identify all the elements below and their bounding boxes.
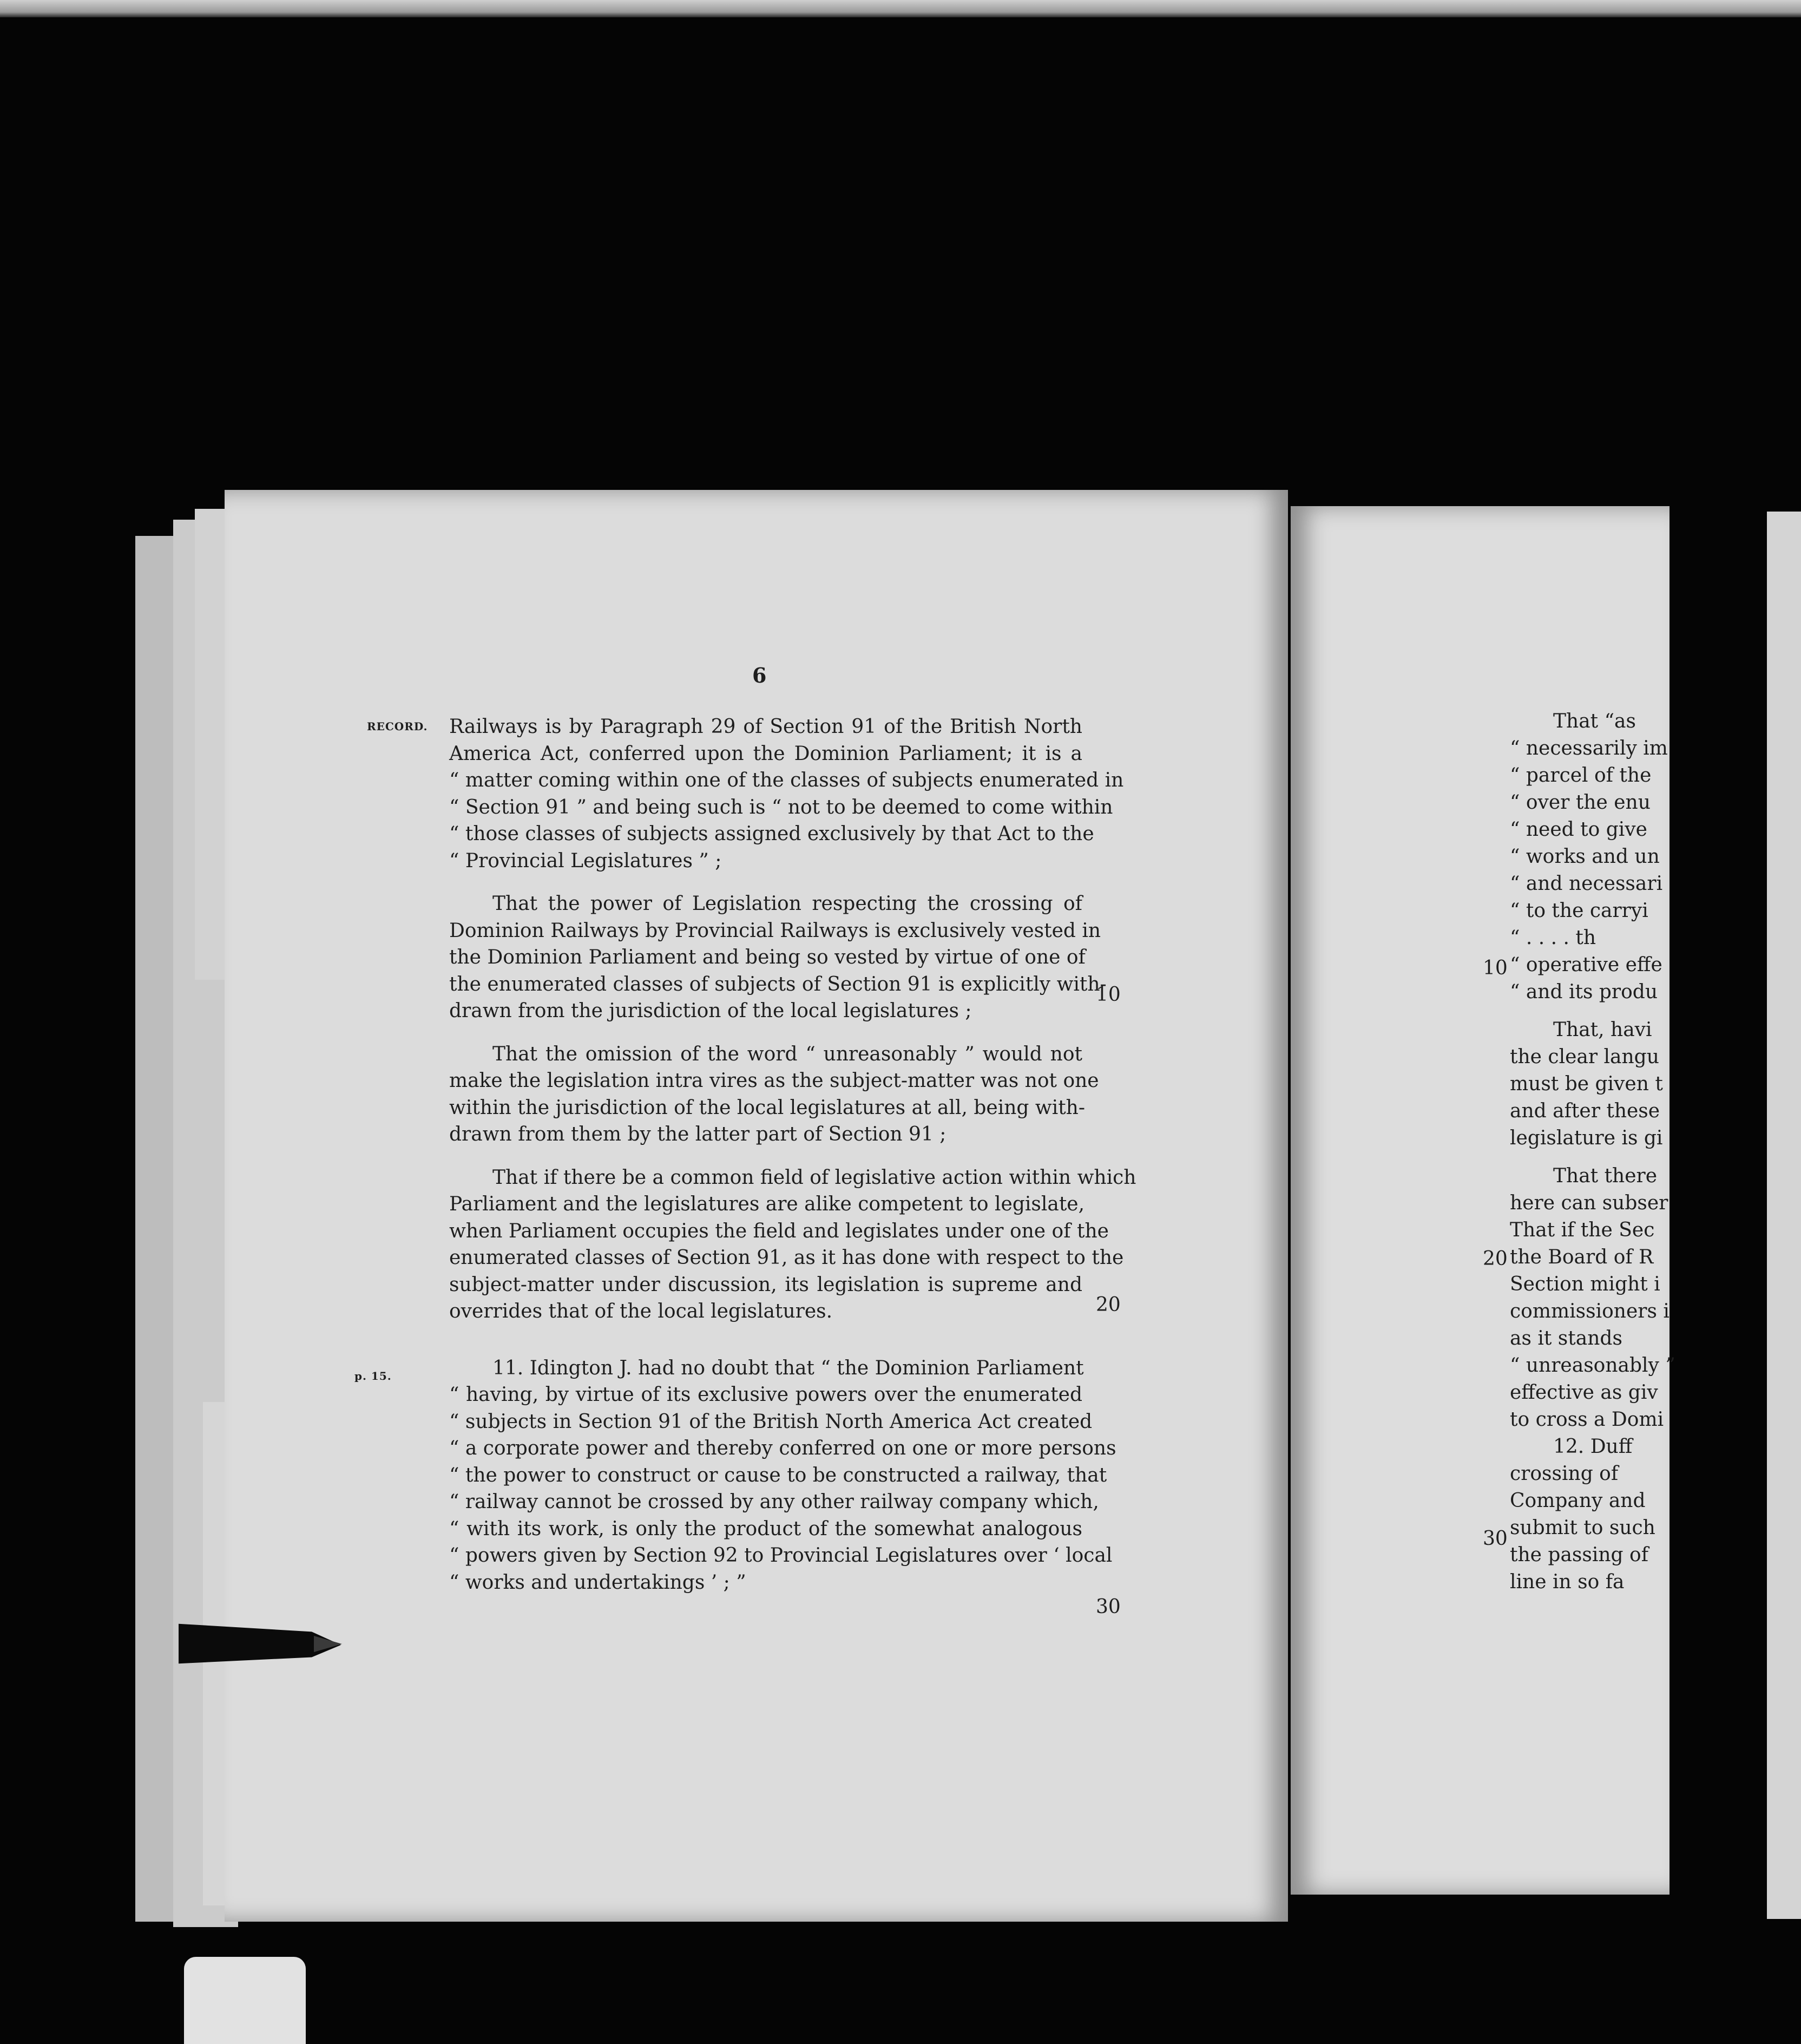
text-line: commissioners i [1510,1300,1669,1322]
text-line: the Board of R [1510,1246,1654,1268]
text-line: “ the power to construct or cause to be constructed a railway, that [449,1464,1107,1486]
text-line: make the legislation intra vires as the subject-matter was not one [449,1070,1099,1092]
paper-tab [184,1957,306,2044]
text-line: America Act, conferred upon the Dominion Parliament; it is a [449,742,1082,765]
text-line: Parliament and the legislatures are alike competent to legislate, [449,1193,1085,1215]
right-page-text-clipped [1510,708,1675,1628]
right-line-number-30: 30 [1483,1528,1508,1550]
text-line: “ over the enu [1510,791,1651,814]
text-line: “ works and un [1510,846,1660,868]
text-line: That if there be a common field of legislative action within which [492,1166,1136,1189]
text-line: effective as giv [1510,1381,1658,1404]
text-line: “ a corporate power and thereby conferred on one or more persons [449,1437,1116,1459]
line-number-10: 10 [1096,984,1121,1006]
text-line: submit to such [1510,1517,1655,1539]
text-line: “ Section 91 ” and being such is “ not to be deemed to come within [449,796,1113,818]
text-line: “ matter coming within one of the classes of subjects enumerated in [449,769,1124,791]
text-line: to cross a Domi [1510,1408,1664,1431]
text-line: “ having, by virtue of its exclusive powers over the enumerated [449,1384,1082,1406]
text-line: must be given t [1510,1073,1663,1095]
paragraph-gap [1510,1006,1653,1017]
paragraph-11 [449,1355,1116,1596]
line-number-30: 30 [1096,1596,1121,1618]
page-number: 6 [752,663,767,687]
text-line: 11. Idington J. had no doubt that “ the Dominion Parliament [492,1357,1084,1379]
text-line: legislature is gi [1510,1127,1663,1149]
text-line: Section might i [1510,1273,1660,1295]
margin-note-record: RECORD. [367,720,428,733]
text-line: “ operative effe [1510,954,1662,976]
text-line: 12. Duff [1553,1436,1633,1458]
text-line: “ and necessari [1510,873,1663,895]
text-line: the passing of [1510,1544,1649,1566]
text-line: “ subjects in Section 91 of the British North America Act created [449,1410,1093,1433]
text-line: “ need to give [1510,818,1647,841]
text-line: the Dominion Parliament and being so vested by virtue of one of [449,946,1086,968]
text-line: overrides that of the local legislatures. [449,1300,833,1322]
text-line: “ . . . . th [1510,927,1596,949]
text-line: line in so fa [1510,1571,1625,1593]
text-line: within the jurisdiction of the local legislatures at all, being with- [449,1096,1086,1119]
text-line: That if the Sec [1510,1219,1655,1241]
margin-note-page-ref: p. 15. [354,1370,392,1383]
text-line: That “as [1553,710,1636,732]
right-line-number-10: 10 [1483,957,1508,979]
text-line: the enumerated classes of subjects of Section 91 is explicitly with- [449,973,1107,995]
paragraph [449,1041,1099,1148]
far-right-page-edge [1767,512,1801,1919]
text-line: That the omission of the word “ unreasonably ” would not [492,1043,1082,1065]
line-number-20: 20 [1096,1294,1121,1316]
text-line: drawn from them by the latter part of Section 91 ; [449,1123,946,1145]
text-line: “ powers given by Section 92 to Provincial Legislatures over ‘ local [449,1544,1113,1567]
text-line: “ to the carryi [1510,900,1648,922]
paragraph [449,890,1107,1025]
text-line: “ works and undertakings ’ ; ” [449,1571,746,1594]
text-line: subject-matter under discussion, its legislation is supreme and [449,1273,1082,1296]
paragraph [449,713,1124,874]
text-line: drawn from the jurisdiction of the local legislatures ; [449,1000,972,1022]
text-line: enumerated classes of Section 91, as it has done with respect to the [449,1247,1124,1269]
text-line: as it stands [1510,1327,1622,1349]
text-line: That the power of Legislation respecting the crossing of [492,893,1082,915]
text-line: “ necessarily im [1510,737,1668,759]
text-line: “ and its produ [1510,981,1658,1003]
scanner-top-strip [0,0,1801,17]
text-line: “ railway cannot be crossed by any other railway company which, [449,1491,1099,1513]
text-line: crossing of [1510,1463,1619,1485]
text-line: That, havi [1553,1019,1652,1041]
paragraph-gap [1510,1152,1653,1163]
text-line: That there [1553,1165,1658,1187]
text-line: “ Provincial Legislatures ” ; [449,849,722,872]
text-line: and after these [1510,1100,1660,1122]
text-line: “ with its work, is only the product of the somewhat analogous [449,1517,1082,1540]
text-line: Company and [1510,1490,1646,1512]
text-line: the clear langu [1510,1046,1659,1068]
text-line: here can subser [1510,1192,1668,1214]
text-line: “ parcel of the [1510,764,1652,787]
text-line: Railways is by Paragraph 29 of Section 91 of the British North [449,716,1082,738]
text-line: Dominion Railways by Provincial Railways is exclusively vested in [449,919,1101,942]
text-line: when Parliament occupies the field and legislates under one of the [449,1220,1109,1242]
text-line: “ those classes of subjects assigned exclusively by that Act to the [449,823,1094,845]
text-line: “ unreasonably ” [1510,1354,1675,1377]
right-line-number-20: 20 [1483,1248,1508,1270]
